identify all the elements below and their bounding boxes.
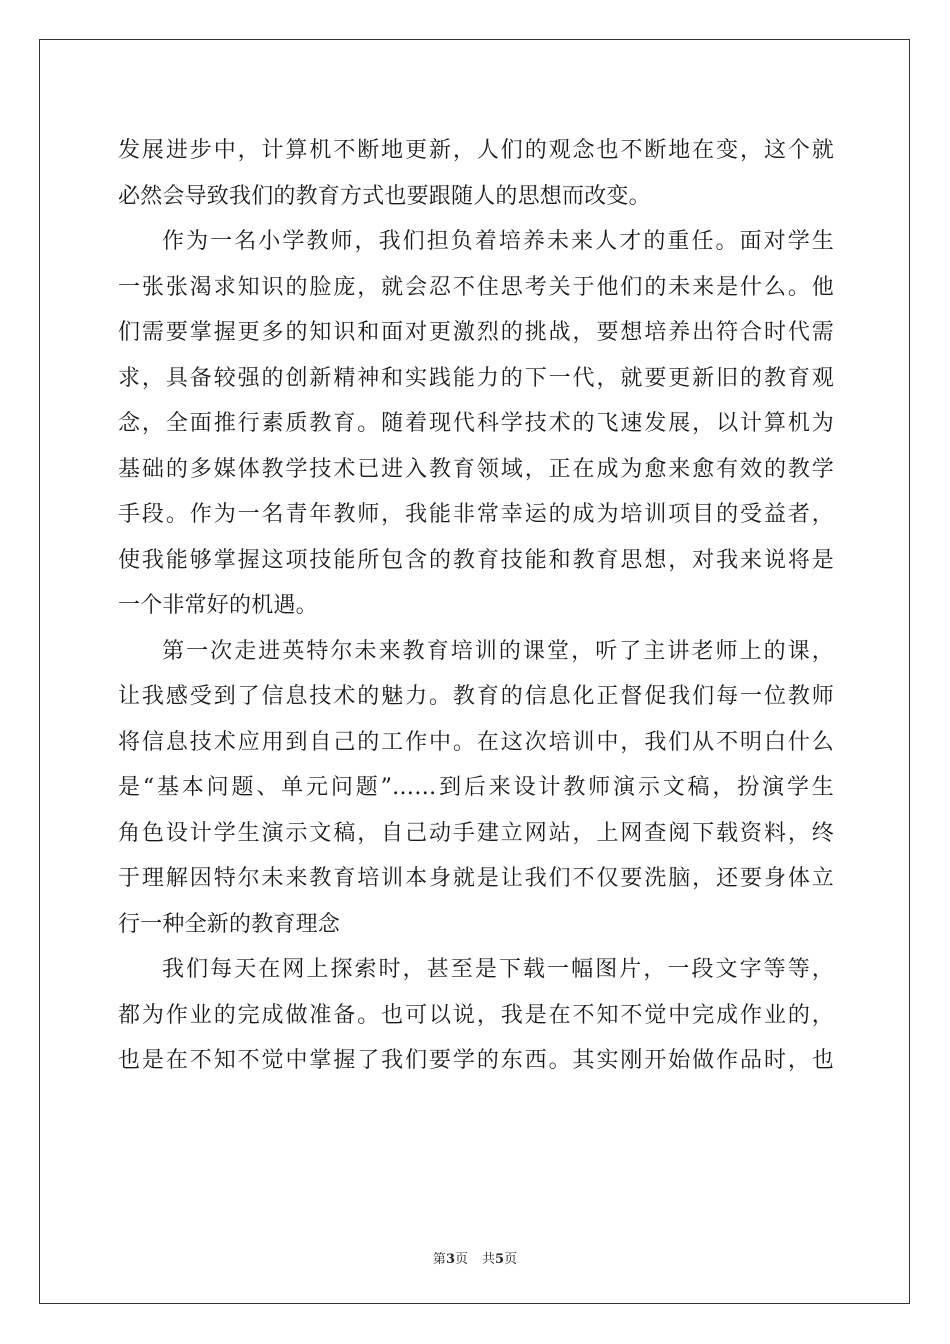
text-line: 基础的多媒体教学技术已进入教育领域，正在成为愈来愈有效的教学 bbox=[118, 456, 834, 482]
text-line: 作为一名小学教师，我们担负着培养未来人才的重任。面对学生 bbox=[162, 229, 834, 254]
text-line: 将信息技术应用到自己的工作中。在这次培训中，我们从不明白什么 bbox=[118, 729, 834, 755]
page-footer bbox=[0, 1248, 950, 1267]
text-line: 手段。作为一名青年教师，我能非常幸运的成为培训项目的受益者， bbox=[118, 502, 834, 527]
footer-page-prefix: 第 bbox=[432, 1252, 446, 1267]
text-line: 于理解因特尔未来教育培训本身就是让我们不仅要洗脑，还要身体立 bbox=[118, 866, 834, 891]
text-line: 一张张渴求知识的脸庞，就会忍不住思考关于他们的未来是什么。他 bbox=[118, 274, 834, 300]
text-line: 角色设计学生演示文稿，自己动手建立网站，上网查阅下载资料，终 bbox=[118, 820, 834, 846]
text-line: 必然会导致我们的教育方式也要跟随人的思想而改变。 bbox=[118, 183, 651, 209]
text-line: 发展进步中，计算机不断地更新，人们的观念也不断地在变，这个就 bbox=[118, 138, 834, 163]
text-line: 第一次走进英特尔未来教育培训的课堂，听了主讲老师上的课， bbox=[162, 638, 834, 664]
text-line: 们需要掌握更多的知识和面对更激烈的挑战，要想培养出符合时代需 bbox=[118, 320, 834, 345]
text-line: 让我感受到了信息技术的魅力。教育的信息化正督促我们每一位教师 bbox=[118, 684, 834, 709]
footer-page-suffix: 页 bbox=[454, 1252, 468, 1267]
footer-total-number: 5 bbox=[495, 1252, 505, 1267]
text-line: 我们每天在网上探索时，甚至是下载一幅图片，一段文字等等， bbox=[162, 957, 834, 982]
text-line: 一个非常好的机遇。 bbox=[118, 593, 318, 618]
text-line: 都为作业的完成做准备。也可以说，我是在不知不觉中完成作业的， bbox=[118, 1002, 834, 1028]
text-line: 也是在不知不觉中掌握了我们要学的东西。其实刚开始做作品时，也 bbox=[118, 1048, 834, 1073]
footer-total-suffix: 页 bbox=[504, 1252, 518, 1267]
text-line: 念，全面推行素质教育。随着现代科学技术的飞速发展，以计算机为 bbox=[118, 411, 834, 436]
text-line: 使我能够掌握这项技能所包含的教育技能和教育思想，对我来说将是 bbox=[118, 547, 834, 573]
footer-page-number: 3 bbox=[445, 1252, 455, 1267]
text-line: 求，具备较强的创新精神和实践能力的下一代，就要更新旧的教育观 bbox=[118, 365, 834, 391]
text-line: 行一种全新的教育理念 bbox=[118, 911, 341, 937]
text-line: 是“基本问题、单元问题”……到后来设计教师演示文稿，扮演学生 bbox=[118, 775, 834, 800]
footer-total-prefix: 共 bbox=[482, 1252, 496, 1267]
document-body bbox=[118, 128, 834, 1084]
